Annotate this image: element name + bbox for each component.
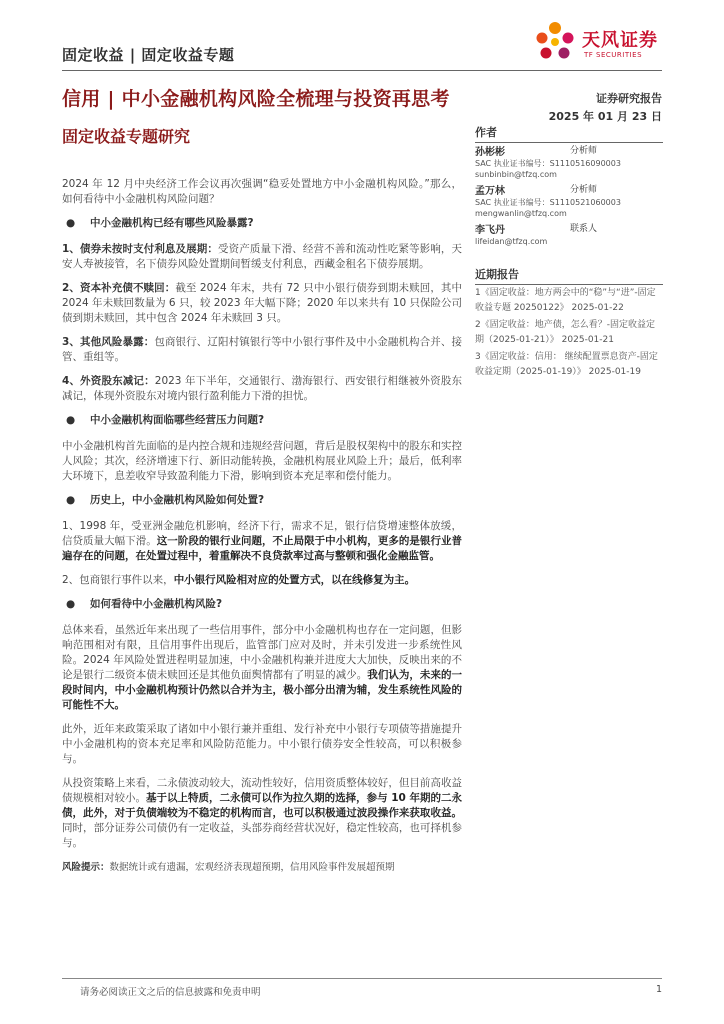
footer-divider xyxy=(62,978,662,979)
company-logo xyxy=(532,18,672,70)
authors-list xyxy=(475,143,665,249)
question-heading: ● 历史上，中小金融机构风险如何处置? xyxy=(66,494,265,506)
paragraph: 3、其他风险暴露：包商银行、辽阳村镇银行等中小银行事件及中小金融机构合并、接管、重组等。 xyxy=(62,336,462,363)
author-item xyxy=(475,143,665,180)
report-title: 信用 | 中小金融机构风险全梳理与投资再思考 xyxy=(62,88,450,110)
bullet-icon: ● xyxy=(66,217,76,229)
question-heading: ● 中小金融机构面临哪些经营压力问题? xyxy=(66,414,265,426)
paragraph: 1、债券未按时支付利息及展期：受资产质量下滑、经营不善和流动性吃紧等影响，天安人寿被接管，名下债券风险处置期间暂缓支付利息，西藏金租名下债券展期。 xyxy=(62,243,463,270)
author-item xyxy=(475,182,665,219)
authors-heading: 作者 xyxy=(475,124,663,143)
author-email[interactable]: mengwanlin@tfzq.com xyxy=(475,209,567,218)
page-number: 1 xyxy=(655,984,662,995)
paragraph: 4、外资股东减记：2023 年下半年，交通银行、渤海银行、西安银行相继被外资股东减记，体现外资股东对境内银行盈利能力下滑的担忧。 xyxy=(62,375,463,402)
author-item xyxy=(475,221,665,247)
disclaimer-note[interactable]: 请务必阅读正文之后的信息披露和免责申明 xyxy=(80,987,261,998)
recent-report-item[interactable]: 3《固定收益：信用： 继续配置票息资产-固定收益定期（2025-01-19）》 2025-01-19 xyxy=(475,352,658,377)
bullet-icon: ● xyxy=(66,414,76,426)
author-name: 孟万林 xyxy=(475,186,505,197)
section-tag: 固定收益 | 固定收益专题 xyxy=(62,46,235,64)
recent-reports-heading: 近期报告 xyxy=(475,266,663,285)
paragraph: 2、包商银行事件以来，中小银行风险相对应的处置方式，以在线修复为主。 xyxy=(62,574,416,586)
paragraph: 此外，近年来政策采取了诸如中小银行兼并重组、发行补充中小银行专项债等措施提升中小金融机构的资本充足率和风险防范能力。中小银行债券安全性较高，可以积极参与。 xyxy=(62,723,462,765)
report-subtitle: 固定收益专题研究 xyxy=(62,127,191,146)
recent-report-item[interactable]: 1《固定收益：地方两会中的“稳”与“进”-固定收益专题 20250122》 2025-01-22 xyxy=(475,288,656,313)
flower-logo-icon xyxy=(532,18,578,68)
paragraph: 总体来看，虽然近年来出现了一些信用事件，部分中小金融机构也存在一定问题，但影响范围相对有限，且信用事件出现后，监管部门应对及时，并未引发进一步系统性风险。2024 年风险处置进程明显加速，中小金融机构兼并进度大大加快，反映出来的不论是银行二级资本债未赎回还是其他负面舆情都有了明显的减少。我们认为，未来的一段时间内，中小金融机构预计仍然以合并为主，极小部分出清为辅，发生系统性风险的可能性不大。 xyxy=(62,624,463,711)
author-name: 李飞丹 xyxy=(475,225,505,236)
report-date: 2025 年 01 月 23 日 xyxy=(548,110,662,123)
author-sac: SAC 执业证书编号：S1110516090003 xyxy=(475,159,621,168)
report-type: 证券研究报告 xyxy=(596,92,662,105)
paragraph: 1、1998 年，受亚洲金融危机影响，经济下行，需求不足，银行信贷增速整体放缓，信贷质量大幅下滑。这一阶段的银行业问题，不止局限于中小机构，更多的是银行业普遍存在的问题，在处置过程中，着重解决不良贷款率过高与整顿和强化金融监管。 xyxy=(62,520,463,562)
recent-report-item[interactable]: 2《固定收益：地产债，怎么看？-固定收益定期（2025-01-21）》 2025-01-21 xyxy=(475,320,655,345)
question-heading: ● 如何看待中小金融机构风险? xyxy=(66,598,223,610)
author-name: 孙彬彬 xyxy=(475,147,505,158)
recent-reports-list xyxy=(475,286,663,380)
logo-text-en: TF SECURITIES xyxy=(584,51,643,59)
report-body xyxy=(62,177,462,884)
author-email[interactable]: lifeidan@tfzq.com xyxy=(475,237,548,246)
paragraph: 从投资策略上来看，二永债波动较大，流动性较好，信用资质整体较好，但目前高收益债规模相对较小。基于以上特质，二永债可以作为拉久期的选择，参与 10 年期的二永债，此外，对于负债端较为不稳定的机构而言，也可以积极通过波段操作来获取收益。同时，部分证券公司债仍有一定收益，头部券商经营状况好，稳定性较高，也可择机参与。 xyxy=(62,777,463,849)
header-divider xyxy=(62,70,662,71)
intro-paragraph: 2024 年 12 月中央经济工作会议再次强调“稳妥处置地方中小金融机构风险。”那么，如何看待中小金融机构风险问题？ xyxy=(62,178,462,205)
author-sac: SAC 执业证书编号：S1110521060003 xyxy=(475,198,621,207)
bullet-icon: ● xyxy=(66,494,76,506)
author-role: 联系人 xyxy=(570,224,598,234)
author-role: 分析师 xyxy=(570,185,598,195)
risk-warning: 风险提示：数据统计或有遗漏，宏观经济表现超预期，信用风险事件发展超预期 xyxy=(62,862,395,873)
paragraph: 2、资本补充债不赎回：截至 2024 年末，共有 72 只中小银行债券到期未赎回，其中 2024 年未赎回数量为 6 只，较 2023 年大幅下降；2020 年以来共有 10 只保险公司债到期未赎回，其中包含 2024 年未赎回 3 只。 xyxy=(62,282,463,324)
author-email[interactable]: sunbinbin@tfzq.com xyxy=(475,170,557,179)
author-role: 分析师 xyxy=(570,146,598,156)
paragraph: 中小金融机构首先面临的是内控合规和违规经营问题，背后是股权架构中的股东和实控人风险；其次，经济增速下行、新旧动能转换，金融机构展业风险上升；最后，低利率大环境下，息差收窄导致盈利能力下滑，影响到资本充足率和偿付能力。 xyxy=(62,440,462,482)
question-heading: ● 中小金融机构已经有哪些风险暴露? xyxy=(66,217,254,229)
bullet-icon: ● xyxy=(66,598,76,610)
logo-text: 天风证券 xyxy=(582,30,658,51)
